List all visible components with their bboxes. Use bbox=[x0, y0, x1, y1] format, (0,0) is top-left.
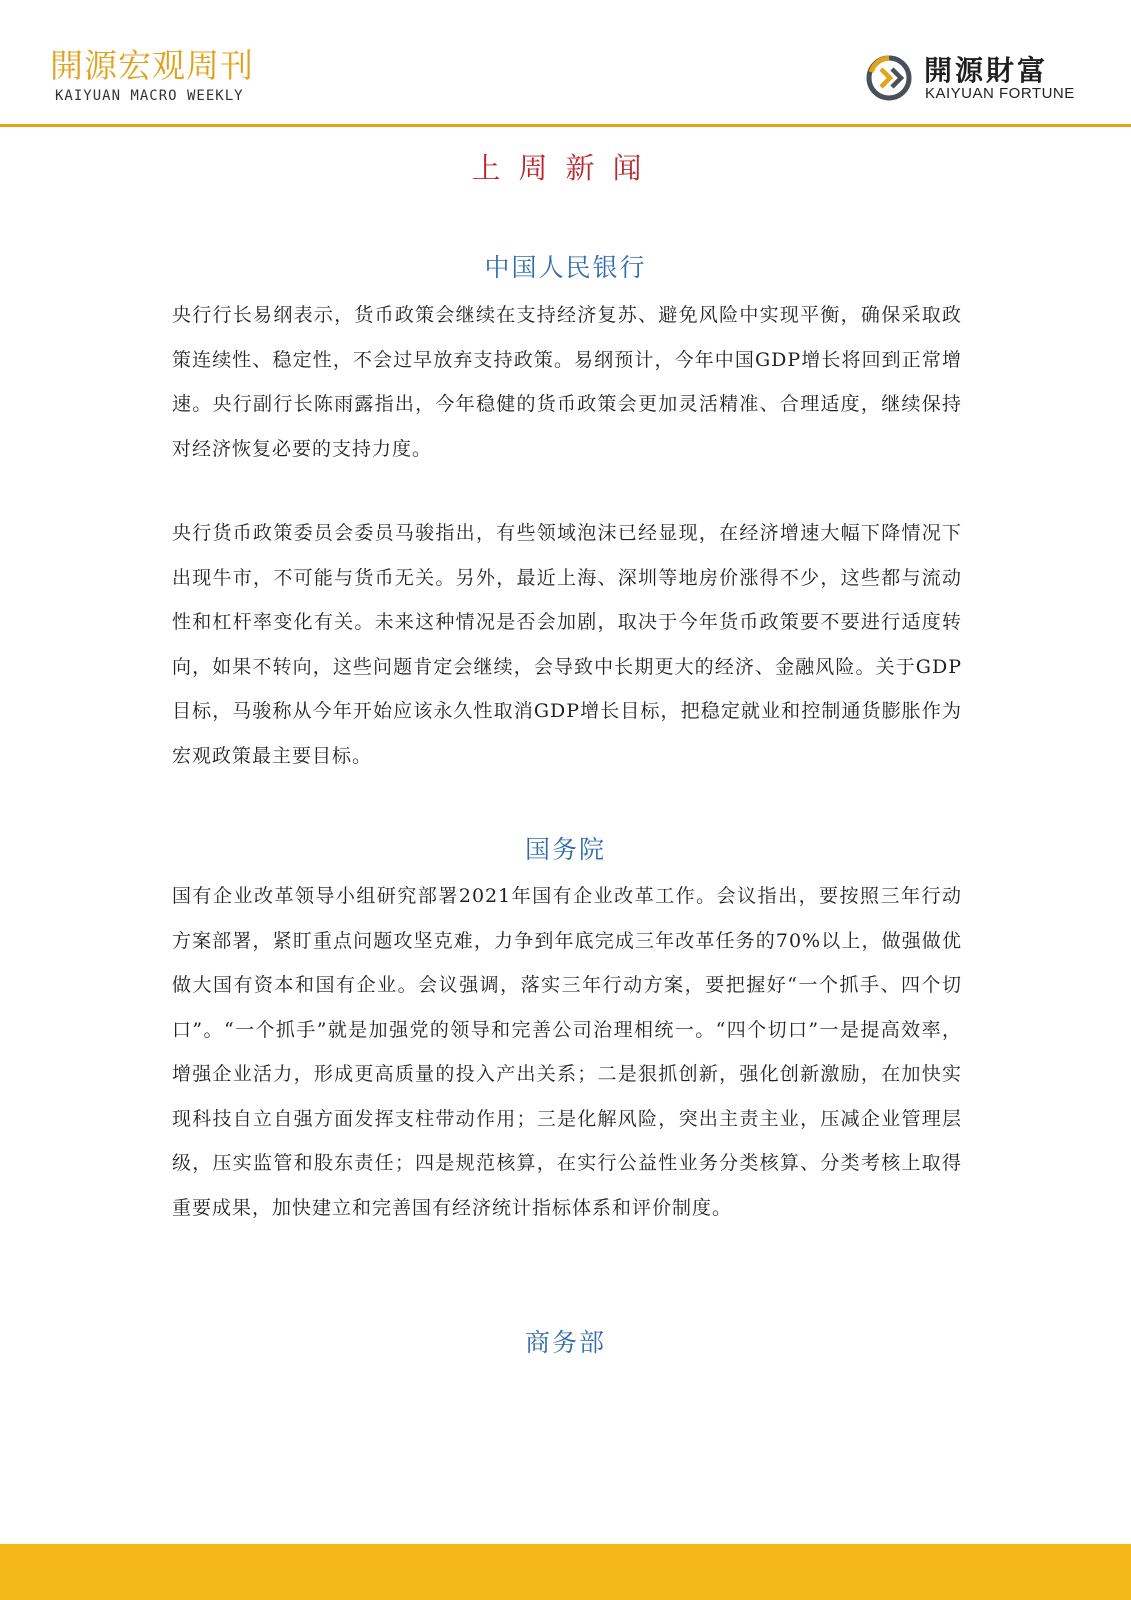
paragraph-state-council-1: 国有企业改革领导小组研究部署2021年国有企业改革工作。会议指出，要按照三年行动方案部署，紧盯重点问题攻坚克难，力争到年底完成三年改革任务的70%以上，做强做优做大国有资本和国有企业。会议强调，落实三年行动方案，要把握好“一个抓手、四个切口”。“一个抓手”就是加强党的领导和完善公司治理相统一。“四个切口”一是提高效率，增强企业活力，形成更高质量的投入产出关系；二是狠抓创新，强化创新激励，在加快实现科技自立自强方面发挥支柱带动作用；三是化解风险，突出主责主业，压减企业管理层级，压实监管和股东责任；四是规范核算，在实行公益性业务分类核算、分类考核上取得重要成果，加快建立和完善国有经济统计指标体系和评价制度。 bbox=[172, 885, 962, 1219]
header-divider bbox=[0, 124, 1131, 127]
logo-wordmark-cn: 開源財富 bbox=[924, 54, 1049, 87]
page-title: 上周新闻 bbox=[471, 151, 660, 185]
paragraph-pboc-2: 央行货币政策委员会委员马骏指出，有些领域泡沫已经显现，在经济增速大幅下降情况下出现牛市，不可能与货币无关。另外，最近上海、深圳等地房价涨得不少，这些都与流动性和杠杆率变化有关。未来这种情况是否会加剧，取决于今年货币政策要不要进行适度转向，如果不转向，这些问题肯定会继续，会导致中长期更大的经济、金融风险。关于GDP目标，马骏称从今年开始应该永久性取消GDP增长目标，把稳定就业和控制通货膨胀作为宏观政策最主要目标。 bbox=[172, 522, 962, 767]
publication-title: 開源宏观周刊 bbox=[50, 46, 254, 85]
section-heading-mofcom: 商务部 bbox=[524, 1328, 606, 1357]
section-heading-pboc: 中国人民银行 bbox=[484, 253, 647, 282]
paragraph-pboc-1: 央行行长易纲表示，货币政策会继续在支持经济复苏、避免风险中实现平衡，确保采取政策连续性、稳定性，不会过早放弃支持政策。易纲预计，今年中国GDP增长将回到正常增速。央行副行长陈雨露指出，今年稳健的货币政策会更加灵活精准、合理适度，继续保持对经济恢复必要的支持力度。 bbox=[172, 304, 962, 460]
kaiyuan-logo-icon bbox=[866, 55, 912, 101]
publication-subtitle: KAIYUAN MACRO WEEKLY bbox=[55, 88, 244, 104]
kaiyuan-fortune-logo bbox=[866, 51, 1076, 107]
footer-band bbox=[0, 1544, 1131, 1600]
logo-wordmark-en: KAIYUAN FORTUNE bbox=[925, 85, 1075, 102]
page-header bbox=[0, 0, 1131, 128]
section-heading-state-council: 国务院 bbox=[524, 835, 606, 864]
